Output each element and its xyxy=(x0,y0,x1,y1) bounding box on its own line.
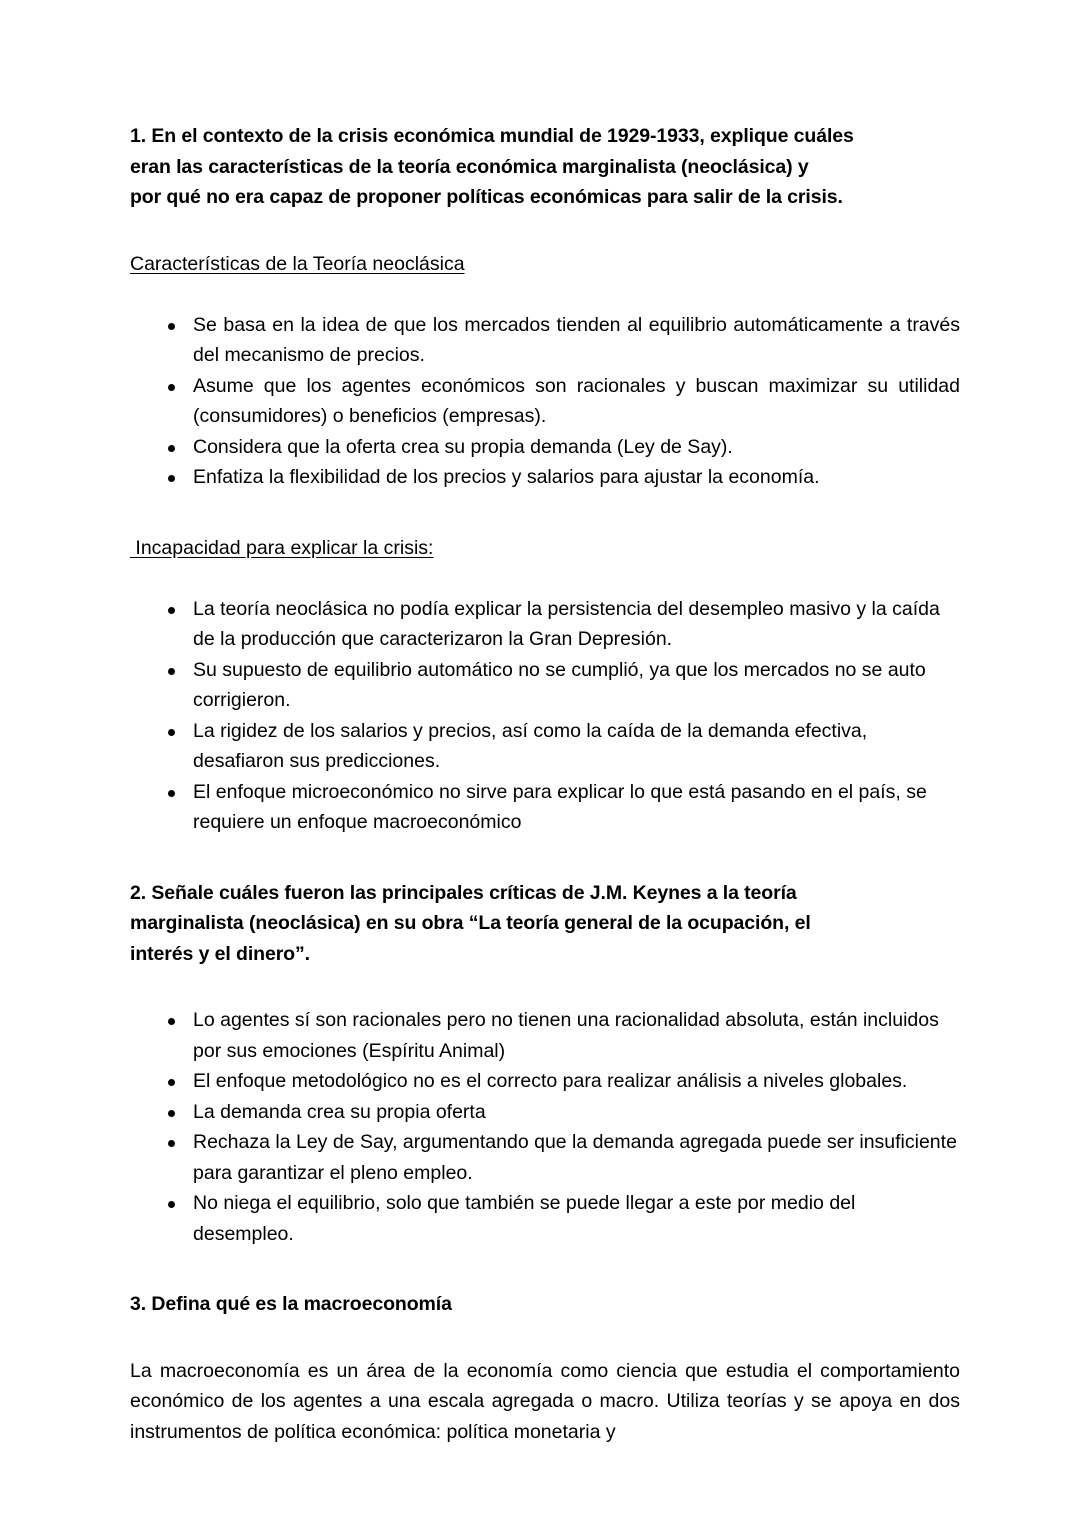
list-item: El enfoque metodológico no es el correcto para realizar análisis a niveles globales. xyxy=(130,1066,960,1097)
list-item: Enfatiza la flexibilidad de los precios y salarios para ajustar la economía. xyxy=(130,462,960,493)
spacer xyxy=(130,838,960,878)
heading-line: por qué no era capaz de proponer políticas económicas para salir de la crisis. xyxy=(130,186,843,208)
document-content xyxy=(130,121,960,1447)
heading-line: eran las características de la teoría económica marginalista (neoclásica) y xyxy=(130,155,809,178)
question-2-heading xyxy=(130,878,960,970)
subheading-caracteristicas: Características de la Teoría neoclásica xyxy=(130,252,465,275)
list-item: Su supuesto de equilibrio automático no se cumplió, ya que los mercados no se auto corrigieron. xyxy=(130,655,960,716)
list-item: Lo agentes sí son racionales pero no tienen una racionalidad absoluta, están incluidos por sus emociones (Espíritu Animal) xyxy=(130,1005,960,1066)
list-item: La teoría neoclásica no podía explicar la persistencia del desempleo masivo y la caída de la producción que caracterizaron la Gran Depresión. xyxy=(130,594,960,655)
list-caracteristicas xyxy=(130,310,960,493)
spacer xyxy=(130,969,960,1005)
list-item: No niega el equilibrio, solo que también se puede llegar a este por medio del desempleo. xyxy=(130,1188,960,1249)
heading-line: 1. En el contexto de la crisis económica mundial de 1929-1933, explique cuáles xyxy=(130,125,854,147)
paragraph-macroeconomia: La macroeconomía es un área de la economía como ciencia que estudia el comportamiento económico de los agentes a una escala agregada o macro. Utiliza teorías y se apoya en dos instrumentos de política económica: política monetaria y xyxy=(130,1359,960,1443)
heading-line: 3. Defina qué es la macroeconomía xyxy=(130,1293,452,1315)
spacer xyxy=(130,563,960,594)
list-item: La demanda crea su propia oferta xyxy=(130,1097,960,1128)
subheading-incapacidad: Incapacidad para explicar la crisis: xyxy=(130,536,434,559)
spacer xyxy=(130,1249,960,1289)
list-item: Rechaza la Ley de Say, argumentando que la demanda agregada puede ser insuficiente para garantizar el pleno empleo. xyxy=(130,1127,960,1188)
list-incapacidad xyxy=(130,594,960,838)
subheading-caracteristicas-wrap xyxy=(130,249,960,279)
heading-line: interés y el dinero”. xyxy=(130,942,310,965)
heading-line: marginalista (neoclásica) en su obra “La teoría general de la ocupación, el xyxy=(130,912,811,934)
spacer xyxy=(130,1320,960,1356)
list-item: Asume que los agentes económicos son racionales y buscan maximizar su utilidad (consumidores) o beneficios (empresas). xyxy=(130,371,960,432)
question-1-heading xyxy=(130,121,960,213)
subheading-incapacidad-wrap xyxy=(130,533,960,563)
question-3-heading xyxy=(130,1289,960,1320)
list-item: El enfoque microeconómico no sirve para explicar lo que está pasando en el país, se requiere un enfoque macroeconómico xyxy=(130,777,960,838)
spacer xyxy=(130,493,960,533)
list-criticas-keynes xyxy=(130,1005,960,1249)
list-item: La rigidez de los salarios y precios, así como la caída de la demanda efectiva, desafiaron sus predicciones. xyxy=(130,716,960,777)
heading-line: 2. Señale cuáles fueron las principales críticas de J.M. Keynes a la teoría xyxy=(130,881,797,904)
spacer xyxy=(130,279,960,310)
list-item: Considera que la oferta crea su propia demanda (Ley de Say). xyxy=(130,432,960,463)
list-item: Se basa en la idea de que los mercados tienden al equilibrio automáticamente a través del mecanismo de precios. xyxy=(130,310,960,371)
spacer xyxy=(130,213,960,249)
